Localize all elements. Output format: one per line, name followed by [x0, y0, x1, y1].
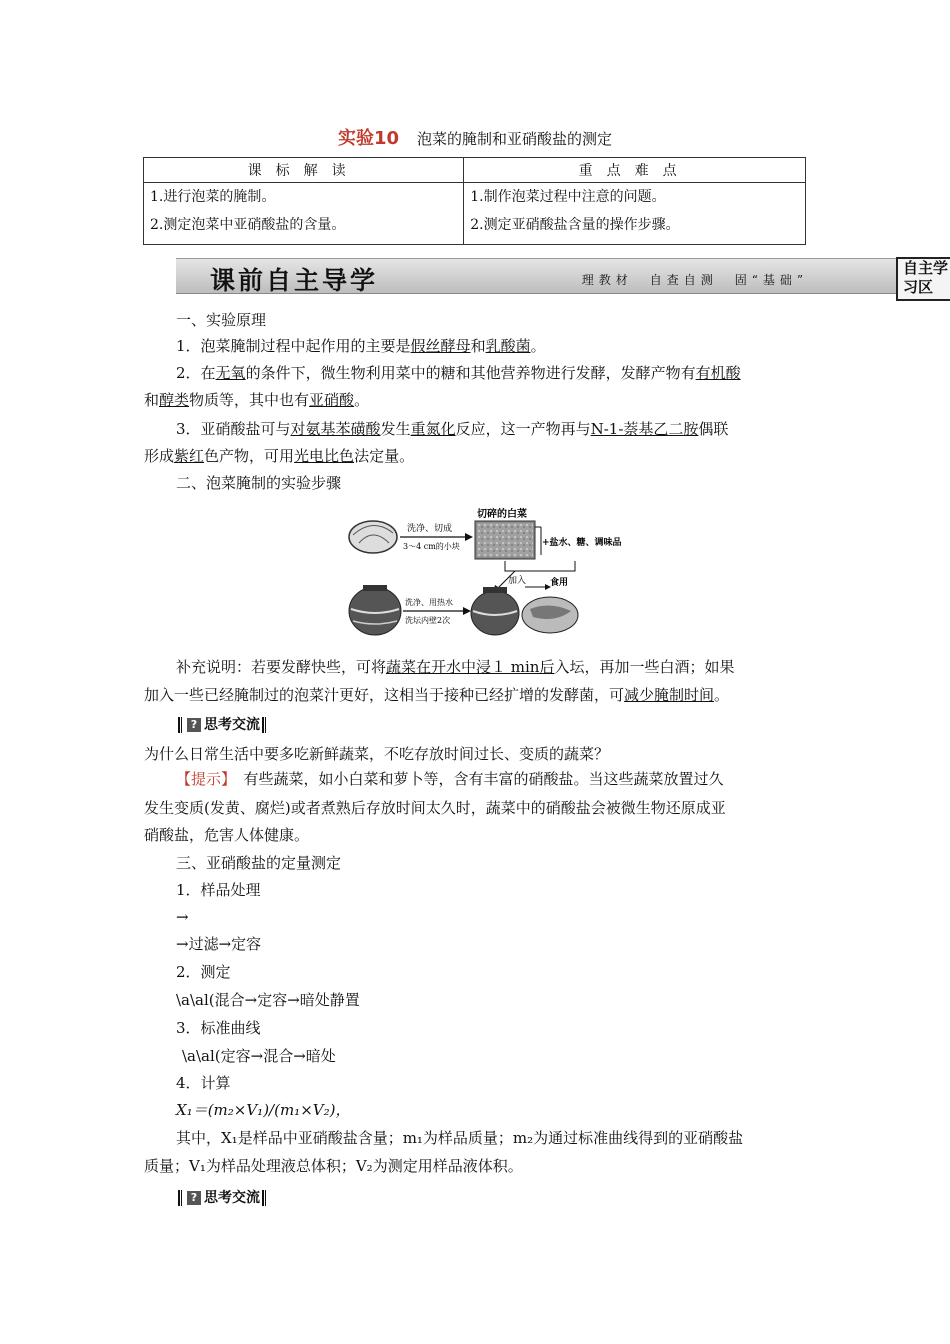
list-item: 1.制作泡菜过程中注意的问题。: [470, 189, 666, 205]
step-2-flow: \a\al(混合→定容→暗处静置: [176, 991, 360, 1009]
hint-line-3: 硝酸盐，危害人体健康。: [144, 826, 310, 844]
standards-table: [143, 157, 806, 245]
jar-left-image: [349, 585, 401, 635]
list-item: 1.进行泡菜的腌制。: [150, 189, 276, 205]
principle-2-cont: 和醇类物质等，其中也有亚硝酸。: [144, 391, 370, 409]
section-banner: [176, 258, 900, 294]
eat-label: 食用: [550, 578, 569, 588]
principle-3: 3．亚硝酸盐可与对氨基苯磺酸发生重氮化反应，这一产物再与N-1-萘基乙二胺偶联: [176, 420, 729, 438]
bar-icon: [178, 1190, 182, 1206]
step-3: 3．标准曲线: [176, 1019, 261, 1037]
bar-icon: [178, 717, 182, 733]
supplement-note: 补充说明：若要发酵快些，可将蔬菜在开水中浸１ min后入坛，再加一些白酒；如果: [176, 658, 735, 676]
experiment-number: 实验10: [337, 128, 400, 149]
list-item: 2.测定亚硝酸盐含量的操作步骤。: [470, 217, 680, 233]
cabbage-image: [349, 521, 397, 553]
table-cell-right: [464, 183, 806, 245]
question-icon: ?: [187, 1191, 201, 1205]
pickled-vegetable-dish-image: [522, 597, 578, 633]
principle-3-cont: 形成紫红色产物，可用光电比色法定量。: [144, 447, 415, 465]
experiment-title: 泡菜的腌制和亚硝酸盐的测定: [417, 130, 613, 148]
question-text: 为什么日常生活中要多吃新鲜蔬菜，不吃存放时间过长、变质的蔬菜？: [144, 745, 610, 763]
hint-line-1: 【提示】 有些蔬菜，如小白菜和萝卜等，含有丰富的硝酸盐。当这些蔬菜放置过久: [176, 770, 724, 788]
hint-line-2: 发生变质(发黄、腐烂)或者煮熟后存放时间太久时，蔬菜中的硝酸盐会被微生物还原成亚: [144, 799, 726, 817]
arrow1-label-2: 3～4 cm的小块: [403, 542, 460, 551]
bar-icon: [262, 717, 266, 733]
page-title: [0, 124, 950, 150]
table-header-left: 课标解读: [144, 158, 464, 183]
pickling-steps-diagram: [345, 505, 645, 640]
side-tag-line1: 自主学: [903, 259, 949, 277]
think-discuss-label-2: [176, 1187, 268, 1207]
banner-subtitle: 理教材 自查自测 固“基础”: [581, 273, 808, 287]
explanation-2: 质量；V₁为样品处理液总体积；V₂为测定用样品液体积。: [144, 1157, 523, 1175]
add-label: 加入: [508, 576, 527, 586]
arrow2-label-2: 洗坛内壁2次: [405, 616, 451, 625]
side-tag-line2: 习区: [903, 278, 934, 296]
hint-label: 【提示】: [176, 770, 229, 788]
table-header-right: 重点难点: [464, 158, 806, 183]
think-label: 思考交流: [204, 717, 260, 733]
think-discuss-label-1: [176, 714, 268, 734]
section-heading-2: 二、泡菜腌制的实验步骤: [176, 474, 342, 492]
bar-icon: [262, 1190, 266, 1206]
supplement-note-cont: 加入一些已经腌制过的泡菜汁更好，这相当于接种已经扩增的发酵菌，可减少腌制时间。: [144, 686, 730, 704]
banner-title: 课前自主导学: [210, 266, 379, 295]
jar-right-image: [471, 587, 519, 635]
arrow1-label-1: 洗净、切成: [407, 524, 453, 534]
principle-2: 2．在无氧的条件下，微生物利用菜中的糖和其他营养物进行发酵，发酵产物有有机酸: [176, 364, 741, 382]
table-cell-left: [144, 183, 464, 245]
step-3-flow: \a\al(定容→混合→暗处: [182, 1047, 336, 1065]
section-heading-3: 三、亚硝酸盐的定量测定: [176, 854, 342, 872]
add-ingredients-label: +盐水、糖、调味品: [542, 538, 622, 548]
principle-1: 1．泡菜腌制过程中起作用的主要是假丝酵母和乳酸菌。: [176, 337, 546, 355]
arrow2-label-1: 洗净、用热水: [405, 598, 453, 607]
chopped-cabbage-label: 切碎的白菜: [477, 509, 527, 520]
step-1: 1．样品处理: [176, 881, 261, 899]
formula: X₁＝(m₂×V₁)/(m₁×V₂)，: [176, 1101, 351, 1119]
side-tag: [896, 257, 950, 301]
list-item: 2.测定泡菜中亚硝酸盐的含量。: [150, 217, 346, 233]
step-2: 2．测定: [176, 963, 231, 981]
explanation-1: 其中，X₁是样品中亚硝酸盐含量；m₁为样品质量；m₂为通过标准曲线得到的亚硝酸盐: [176, 1129, 744, 1147]
think-label: 思考交流: [204, 1190, 260, 1206]
step-1-flow: →过滤→定容: [176, 935, 262, 953]
step-1-arrow: →: [176, 908, 189, 926]
section-heading-1: 一、实验原理: [176, 311, 267, 329]
step-4: 4．计算: [176, 1074, 231, 1092]
question-icon: ?: [187, 718, 201, 732]
